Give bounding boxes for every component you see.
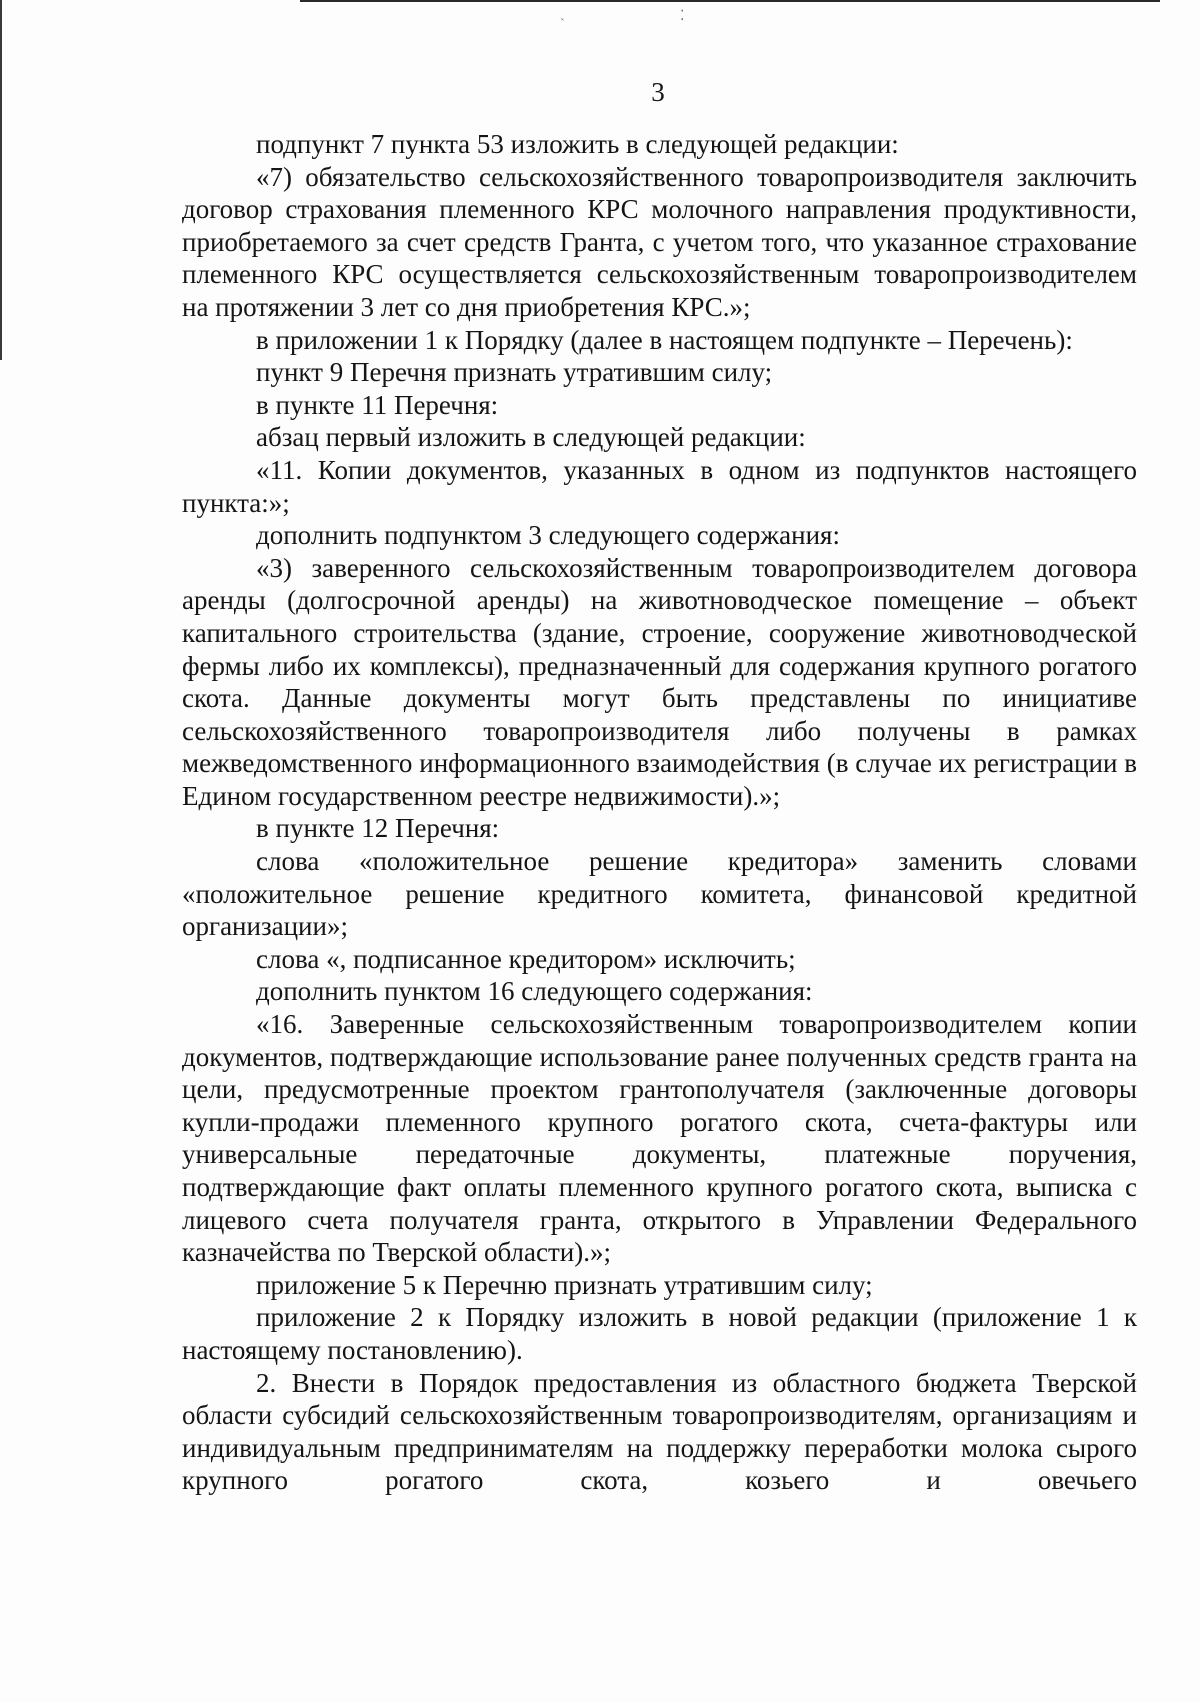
scan-speck: ⁚: [680, 9, 685, 24]
paragraph: 2. Внести в Порядок предоставления из областного бюджета Тверской области субсидий сельскохозяйственным товаропроизводителям, организациям и индивидуальным предпринимателям на поддержку переработки молока сырого крупного рогатого скота, козьего и овечьего: [182, 1367, 1137, 1496]
paragraph: подпункт 7 пункта 53 изложить в следующей редакции:: [256, 129, 899, 159]
paragraph: слова «, подписанное кредитором» исключить;: [256, 943, 796, 974]
paragraph: «16. Заверенные сельскохозяйственным товаропроизводителем копии документов, подтверждающие использование ранее полученных средств гранта на цели, предусмотренные проектом грантополучателя (заключенные договоры купли-продажи племенного крупного рогатого скота, счета-фактуры или универсальные передаточные документы, платежные поручения, подтверждающие факт оплаты племенного крупного рогатого скота, выписка с лицевого счета получателя гранта, открытого в Управлении Федерального казначейства по Тверской области).»;: [182, 1009, 1137, 1268]
document-body: [182, 128, 1137, 1497]
scan-edge-left: [0, 0, 2, 360]
paragraph: слова «положительное решение кредитора» заменить словами «положительное решение кредитного комитета, финансовой кредитной организации»;: [182, 846, 1137, 942]
paragraph: в пункте 12 Перечня:: [256, 813, 500, 844]
paragraph: дополнить подпунктом 3 следующего содержания:: [256, 520, 840, 551]
paragraph: абзац первый изложить в следующей редакции:: [256, 422, 806, 453]
page-number: 3: [651, 77, 665, 107]
paragraph: «7) обязательство сельскохозяйственного товаропроизводителя заключить договор страхования племенного КРС молочного направления продуктивности, приобретаемого за счет средств Гранта, с учетом того, что указанное страхование племенного КРС осуществляется сельскохозяйственным товаропроизводителем на протяжении 3 лет со дня приобретения КРС.»;: [182, 161, 1137, 322]
paragraph: в пункте 11 Перечня:: [256, 389, 499, 420]
scan-edge-top: [300, 0, 1160, 2]
paragraph: в приложении 1 к Порядку (далее в настоящем подпункте – Перечень):: [256, 324, 1073, 355]
paragraph: приложение 2 к Порядку изложить в новой редакции (приложение 1 к настоящему постановлению).: [182, 1302, 1137, 1365]
scan-speck: `: [560, 17, 565, 32]
paragraph: пункт 9 Перечня признать утратившим силу;: [256, 357, 773, 388]
paragraph: «3) заверенного сельскохозяйственным товаропроизводителем договора аренды (долгосрочной аренды) на животноводческое помещение – объект капитального строительства (здание, строение, сооружение животноводческой фермы либо их комплексы), предназначенный для содержания крупного рогатого скота. Данные документы могут быть представлены по инициативе сельскохозяйственного товаропроизводителя либо получены в рамках межведомственного информационного взаимодействия (в случае их регистрации в Едином государственном реестре недвижимости).»;: [182, 552, 1137, 811]
paragraph: дополнить пунктом 16 следующего содержания:: [256, 976, 813, 1007]
paragraph: «11. Копии документов, указанных в одном из подпунктов настоящего пункта:»;: [182, 454, 1137, 518]
paragraph: приложение 5 к Перечню признать утратившим силу;: [256, 1269, 873, 1300]
